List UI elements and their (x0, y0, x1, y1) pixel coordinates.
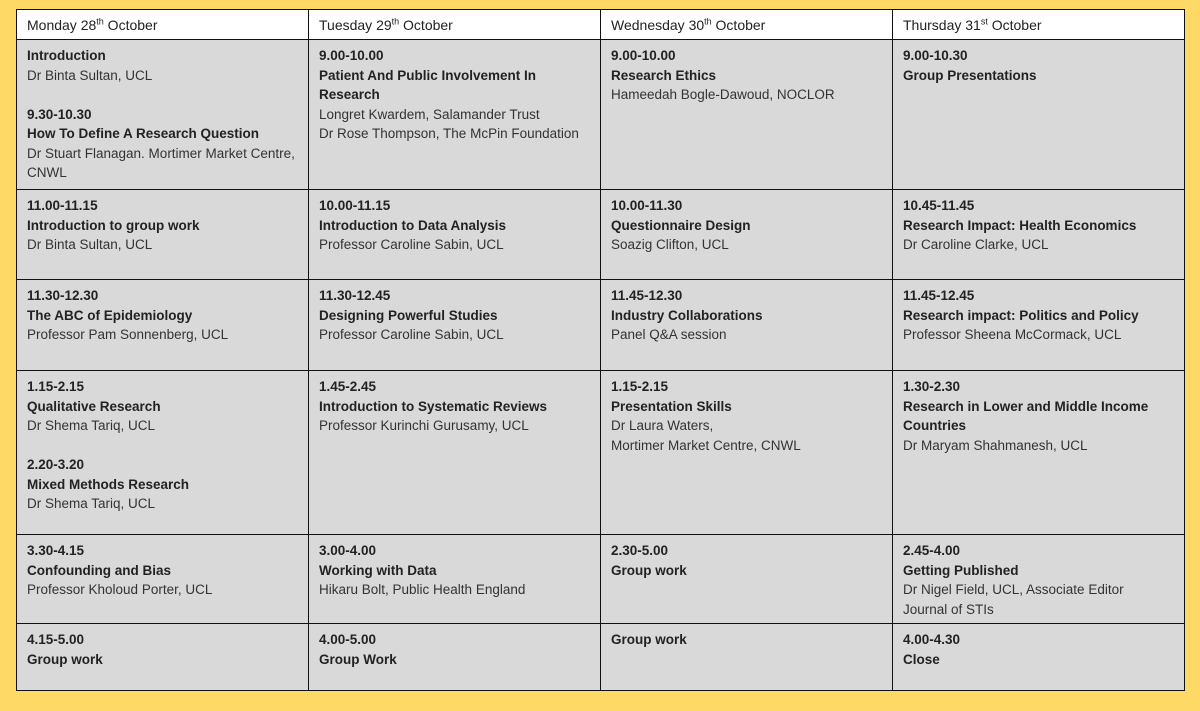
session-time: 9.00-10.00 (611, 48, 676, 63)
session-speaker: Hikaru Bolt, Public Health England (319, 582, 526, 597)
session-title: Presentation Skills (611, 398, 732, 414)
schedule-cell (893, 190, 1185, 280)
session-time: 1.15-2.15 (611, 379, 669, 394)
session-speaker: Dr Shema Tariq, UCL (27, 496, 156, 511)
session-time: 4.15-5.00 (27, 632, 85, 647)
schedule-cell (601, 535, 893, 624)
schedule-cell (17, 190, 309, 280)
schedule-cell (893, 371, 1185, 535)
session-block (319, 377, 590, 436)
schedule-row (17, 535, 1185, 624)
session-speaker: Professor Sheena McCormack, UCL (903, 327, 1122, 342)
session-block (903, 46, 1174, 85)
schedule-cell (17, 40, 309, 190)
schedule-cell (17, 624, 309, 691)
session-title: Industry Collaborations (611, 307, 763, 323)
session-time: 2.45-4.00 (903, 543, 961, 558)
session-block (27, 455, 298, 514)
session-title: Group Presentations (903, 67, 1037, 83)
session-block (611, 196, 882, 255)
session-block (611, 286, 882, 345)
session-time: 4.00-4.30 (903, 632, 961, 647)
session-title: Introduction to Systematic Reviews (319, 398, 548, 414)
session-title: Patient And Public Involvement In Research (319, 67, 537, 102)
schedule-cell (893, 624, 1185, 691)
session-block (611, 377, 882, 455)
session-time: 11.00-11.15 (27, 198, 98, 213)
session-time: 11.45-12.30 (611, 288, 683, 303)
session-block (319, 286, 590, 345)
schedule-row (17, 624, 1185, 691)
session-title: Qualitative Research (27, 398, 161, 414)
session-speaker: Dr Shema Tariq, UCL (27, 418, 156, 433)
session-block (903, 196, 1174, 255)
session-block (27, 105, 298, 183)
day-header-tuesday: Tuesday 29th October (309, 10, 601, 40)
session-speaker: Dr Stuart Flanagan. Mortimer Market Centre, CNWL (27, 145, 295, 180)
session-title: Research Impact: Health Economics (903, 217, 1137, 233)
session-title: Close (903, 651, 940, 667)
session-title: The ABC of Epidemiology (27, 307, 193, 323)
schedule-cell (17, 535, 309, 624)
session-speaker: Professor Pam Sonnenberg, UCL (27, 327, 229, 342)
session-speaker: Dr Binta Sultan, UCL (27, 237, 153, 252)
schedule-cell (309, 190, 601, 280)
session-time: 9.00-10.30 (903, 48, 968, 63)
session-title: Getting Published (903, 562, 1019, 578)
session-title: Designing Powerful Studies (319, 307, 498, 323)
session-time: 10.45-11.45 (903, 198, 975, 213)
session-block (903, 630, 1174, 669)
session-title: Introduction to group work (27, 217, 200, 233)
session-speaker: Professor Kholoud Porter, UCL (27, 582, 213, 597)
session-time: 9.30-10.30 (27, 106, 92, 122)
session-title: Introduction (27, 48, 106, 63)
session-speaker: Longret Kwardem, Salamander Trust Dr Rose Thompson, The McPin Foundation (319, 106, 579, 141)
schedule-cell (893, 535, 1185, 624)
session-title: Mixed Methods Research (27, 476, 190, 492)
session-title: How To Define A Research Question (27, 126, 260, 141)
session-block (903, 377, 1174, 455)
session-block (611, 541, 882, 580)
schedule-table (16, 9, 1185, 691)
schedule-cell (893, 40, 1185, 190)
session-block (319, 541, 590, 600)
session-speaker: Dr Binta Sultan, UCL (27, 67, 153, 83)
session-speaker: Professor Caroline Sabin, UCL (319, 237, 504, 252)
session-title: Confounding and Bias (27, 562, 171, 578)
session-block (27, 630, 298, 669)
session-block (319, 630, 590, 669)
session-time: 3.30-4.15 (27, 543, 85, 558)
session-spacer (27, 85, 298, 105)
session-time: 10.00-11.30 (611, 198, 683, 213)
session-spacer (27, 436, 298, 456)
day-header-wednesday: Wednesday 30th October (601, 10, 893, 40)
session-speaker: Panel Q&A session (611, 327, 727, 342)
schedule-cell (17, 280, 309, 371)
session-block (27, 196, 298, 255)
session-block (319, 196, 590, 255)
session-title: Group work (611, 632, 687, 647)
session-time: 1.15-2.15 (27, 379, 85, 394)
session-speaker: Dr Caroline Clarke, UCL (903, 237, 1049, 252)
schedule-cell (893, 280, 1185, 371)
session-time: 2.20-3.20 (27, 457, 85, 472)
schedule-row (17, 190, 1185, 280)
session-time: 1.45-2.45 (319, 379, 377, 394)
schedule-cell (601, 624, 893, 691)
session-speaker: Professor Caroline Sabin, UCL (319, 327, 504, 342)
session-time: 4.00-5.00 (319, 632, 377, 647)
session-block (27, 286, 298, 345)
session-speaker: Soazig Clifton, UCL (611, 237, 729, 252)
session-time: 11.30-12.30 (27, 288, 99, 303)
schedule-cell (601, 371, 893, 535)
session-time: 9.00-10.00 (319, 48, 384, 63)
session-time: 10.00-11.15 (319, 198, 391, 213)
schedule-cell (309, 371, 601, 535)
session-title: Research in Lower and Middle Income Countries (903, 398, 1149, 433)
schedule-row (17, 40, 1185, 190)
session-title: Research impact: Politics and Policy (903, 307, 1139, 323)
schedule-cell (309, 535, 601, 624)
session-block (27, 46, 298, 85)
session-speaker: Hameedah Bogle-Dawoud, NOCLOR (611, 87, 835, 102)
session-time: 1.30-2.30 (903, 379, 961, 394)
day-header-monday: Monday 28th October (17, 10, 309, 40)
schedule-cell (601, 190, 893, 280)
schedule-cell (309, 40, 601, 190)
timetable (16, 9, 1184, 691)
session-time: 11.30-12.45 (319, 288, 391, 303)
schedule-row (17, 371, 1185, 535)
session-block (611, 46, 882, 105)
session-title: Working with Data (319, 562, 437, 578)
session-block (903, 541, 1174, 619)
session-speaker: Dr Nigel Field, UCL, Associate Editor Journal of STIs (903, 582, 1124, 617)
schedule-cell (309, 624, 601, 691)
session-speaker: Professor Kurinchi Gurusamy, UCL (319, 418, 529, 433)
session-title: Introduction to Data Analysis (319, 217, 507, 233)
session-block (611, 630, 882, 650)
schedule-cell (601, 280, 893, 371)
session-speaker: Dr Laura Waters, Mortimer Market Centre, CNWL (611, 418, 801, 453)
session-block (27, 377, 298, 436)
schedule-cell (309, 280, 601, 371)
day-header-thursday: Thursday 31st October (893, 10, 1185, 40)
session-title: Group work (27, 651, 103, 667)
session-block (27, 541, 298, 600)
session-title: Research Ethics (611, 67, 717, 83)
session-title: Group work (611, 562, 687, 578)
session-block (903, 286, 1174, 345)
header-row (17, 10, 1185, 40)
session-block (319, 46, 590, 144)
session-time: 11.45-12.45 (903, 288, 975, 303)
schedule-cell (17, 371, 309, 535)
session-title: Group Work (319, 651, 397, 667)
session-speaker: Dr Maryam Shahmanesh, UCL (903, 437, 1088, 453)
schedule-row (17, 280, 1185, 371)
session-time: 2.30-5.00 (611, 543, 669, 558)
schedule-cell (601, 40, 893, 190)
session-title: Questionnaire Design (611, 217, 751, 233)
session-time: 3.00-4.00 (319, 543, 377, 558)
